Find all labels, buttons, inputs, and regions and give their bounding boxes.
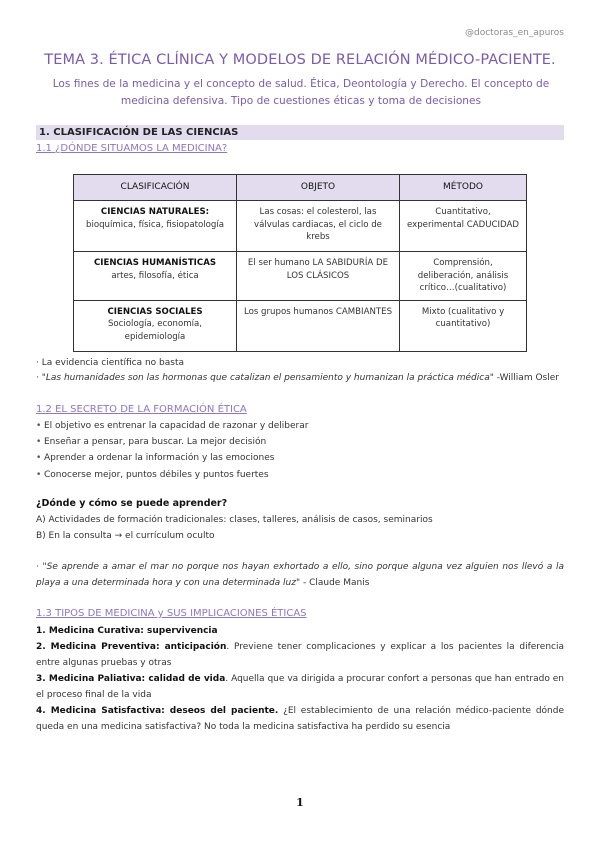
note-line: · La evidencia científica no basta [36,358,184,368]
list-item: • Enseñar a pensar, para buscar. La mejor decisión [36,437,267,448]
subsection-heading-1-1: 1.1 ¿DÓNDE SITUAMOS LA MEDICINA? [36,143,228,154]
table-cell [74,201,237,252]
medicine-types [36,623,564,735]
list-item: 2. Medicina Preventiva: anticipación. Previene tener complicaciones y explicar a los pacientes la diferencia entre algunas pruebas y otras [36,642,565,668]
table-cell [74,252,237,301]
section-heading: 1. CLASIFICACIÓN DE LAS CIENCIAS [36,125,564,140]
quote-text: · "Se aprende a amar el mar no porque nos hayan exhortado a ello, sino porque alguna vez alguien nos llevó a la playa a una determinada hora y con una determinada luz" [36,562,564,588]
subsection-heading-1-3: 1.3 TIPOS DE MEDICINA y SUS IMPLICACIONES ÉTICAS [36,608,307,619]
row-title: CIENCIAS NATURALES: [100,207,210,217]
list-item: • El objetivo es entrenar la capacidad de razonar y deliberar [36,421,309,431]
table-row [74,300,527,351]
quote-author: -William Osler [493,373,559,383]
row-detail: bioquímica, física, fisiopatología [86,219,224,230]
row-detail: Sociología, economía, epidemiología [107,319,203,342]
list-item: • Aprender a ordenar la información y las emociones [36,453,275,464]
table-cell: Comprensión, deliberación, análisis crítico…(cualitativo) [400,252,527,301]
osler-quote [36,372,566,385]
answer-b: B) En la consulta → el currículum oculto [36,531,215,541]
table-row [74,201,527,252]
column-header: CLASIFICACIÓN [74,175,237,201]
table-row [74,252,527,301]
bullet-icon: • [36,453,42,464]
list-item: 1. Medicina Curativa: supervivencia [36,626,218,636]
page-subtitle: Los fines de la medicina y el concepto de salud. Ética, Deontología y Derecho. El concepto de medicina defensiva. Tipo de cuestiones éticas y toma de decisiones [52,78,550,107]
quote-text: · "Las humanidades son las hormonas que catalizan el pensamiento y humanizan la práctica médica" [36,373,494,383]
bullet-icon: • [36,469,42,480]
table-cell: El ser humano LA SABIDURÍA DE LOS CLÁSICOS [237,252,400,301]
table-header-row [74,175,527,201]
page-title: TEMA 3. ÉTICA CLÍNICA Y MODELOS DE RELACIÓN MÉDICO-PACIENTE. [44,52,556,68]
column-header: MÉTODO [400,175,527,201]
watermark: @doctoras_en_apuros [465,28,564,38]
page-number: 1 [296,796,304,809]
table-cell: Mixto (cualitativo y cuantitativo) [400,300,527,351]
table-cell: Los grupos humanos CAMBIANTES [237,300,400,351]
column-header: OBJETO [237,175,400,201]
row-title: CIENCIAS SOCIALES [107,306,203,317]
table-cell: Cuantitativo, experimental CADUCIDAD [400,201,527,252]
row-detail: artes, filosofía, ética [111,270,199,281]
bullet-list [36,420,566,485]
answer-a: A) Actividades de formación tradicionales: clases, talleres, análisis de casos, seminarios [36,515,433,525]
row-title: CIENCIAS HUMANÍSTICAS [93,258,217,268]
classification-table [73,174,527,352]
table-cell [74,300,237,351]
table-cell: Las cosas: el colesterol, las válvulas cardiacas, el ciclo de krebs [237,201,400,252]
bullet-icon: • [36,421,42,431]
list-item: • Conocerse mejor, puntos débiles y puntos fuertes [36,469,269,480]
quote-author: - Claude Manis [300,578,370,588]
list-item: 3. Medicina Paliativa: calidad de vida. Aquella que va dirigida a procurar confort a personas que han entrado en el proceso final de la vida [36,674,565,700]
subsection-heading-1-2: 1.2 EL SECRETO DE LA FORMACIÓN ÉTICA [36,404,247,415]
question-heading: ¿Dónde y cómo se puede aprender? [36,498,228,509]
manis-quote [36,559,564,591]
list-item: 4. Medicina Satisfactiva: deseos del paciente. ¿El establecimiento de una relación médico-paciente dónde queda en una medicina satisfactiva? No toda la medicina satisfactiva ha perdido su esencia [36,706,564,732]
bullet-icon: • [36,437,42,448]
